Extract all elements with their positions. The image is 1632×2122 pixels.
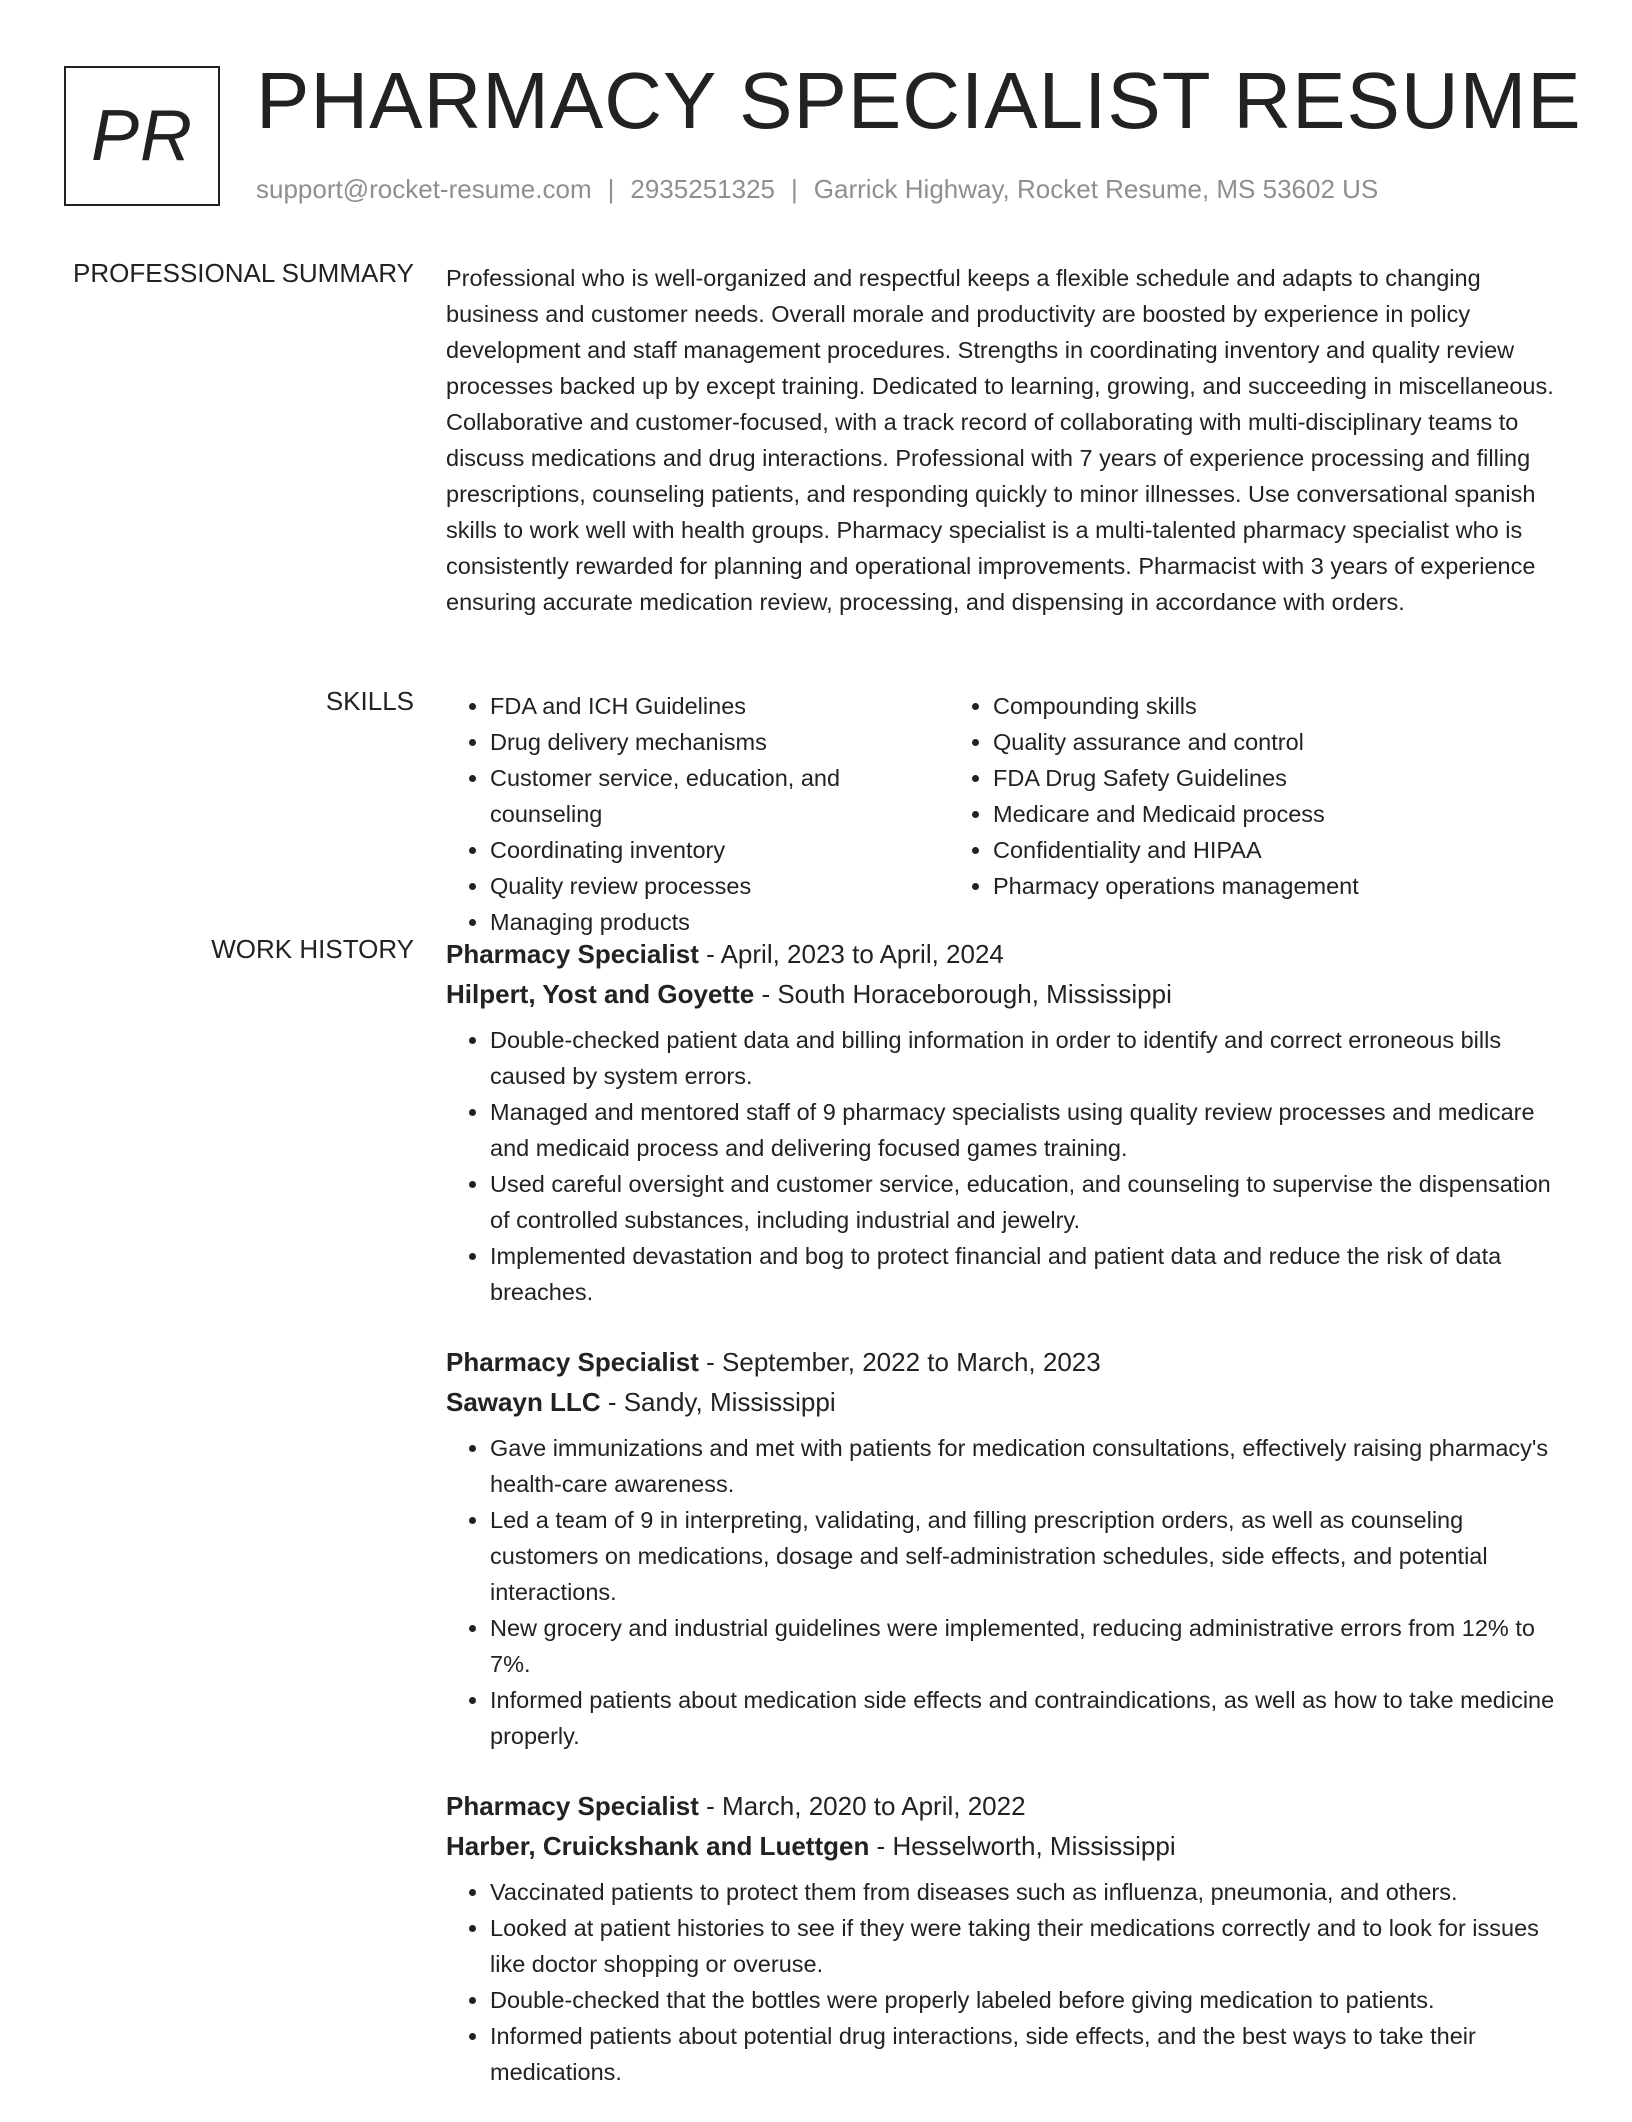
job-bullet: • Implemented devastation and bog to protect financial and patient data and reduce the risk of data breaches. [490, 1238, 1556, 1310]
job-bullets [446, 1022, 1556, 1310]
contact-address: Garrick Highway, Rocket Resume, MS 53602 US [813, 174, 1379, 204]
skills-list-right [949, 688, 1359, 940]
skill-item: • Medicare and Medicaid process [993, 796, 1359, 832]
job-entry [446, 934, 1556, 1310]
contact-separator: | [791, 174, 798, 204]
skill-item: • Managing products [490, 904, 949, 940]
monogram-logo: PR [64, 66, 220, 206]
job-title: Pharmacy Specialist [446, 1791, 699, 1821]
resume-title: PHARMACY SPECIALIST RESUME [256, 56, 1582, 145]
skill-item: • Drug delivery mechanisms [490, 724, 949, 760]
skill-item: • Compounding skills [993, 688, 1359, 724]
skill-item: • Quality assurance and control [993, 724, 1359, 760]
job-title-line: Pharmacy Specialist - September, 2022 to March, 2023 [446, 1347, 1101, 1377]
contact-line [256, 174, 1378, 205]
job-bullet: • Informed patients about medication side effects and contraindications, as well as how to take medicine properly. [490, 1682, 1556, 1754]
job-bullet: • Used careful oversight and customer service, education, and counseling to supervise the dispensation of controlled substances, including industrial and jewelry. [490, 1166, 1556, 1238]
job-bullet: • New grocery and industrial guidelines were implemented, reducing administrative errors from 12% to 7%. [490, 1610, 1556, 1682]
skill-item: • Quality review processes [490, 868, 949, 904]
job-entry [446, 1342, 1556, 1754]
job-bullet: • Managed and mentored staff of 9 pharmacy specialists using quality review processes and medicare and medicaid process and delivering focused games training. [490, 1094, 1556, 1166]
job-dates: September, 2022 to March, 2023 [722, 1347, 1101, 1377]
job-company: Sawayn LLC [446, 1387, 601, 1417]
job-entry [446, 1786, 1556, 2090]
job-dates: March, 2020 to April, 2022 [722, 1791, 1026, 1821]
job-bullet: • Double-checked patient data and billing information in order to identify and correct erroneous bills caused by system errors. [490, 1022, 1556, 1094]
job-bullet: • Looked at patient histories to see if they were taking their medications correctly and to look for issues like doctor shopping or overuse. [490, 1910, 1556, 1982]
job-bullets [446, 1874, 1556, 2090]
contact-separator: | [607, 174, 615, 204]
skills-list-left [446, 688, 949, 940]
job-company-line: Hilpert, Yost and Goyette - South Horaceborough, Mississippi [446, 979, 1172, 1009]
job-title-line: Pharmacy Specialist - March, 2020 to April, 2022 [446, 1791, 1026, 1821]
skill-item: • Pharmacy operations management [993, 868, 1359, 904]
job-bullet: • Vaccinated patients to protect them from diseases such as influenza, pneumonia, and others. [490, 1874, 1556, 1910]
job-company: Harber, Cruickshank and Luettgen [446, 1831, 870, 1861]
job-title: Pharmacy Specialist [446, 1347, 699, 1377]
job-dates: April, 2023 to April, 2024 [720, 939, 1004, 969]
job-location: Sandy, Mississippi [623, 1387, 836, 1417]
skill-item: • FDA and ICH Guidelines [490, 688, 949, 724]
job-bullet: • Double-checked that the bottles were properly labeled before giving medication to patients. [490, 1982, 1556, 2018]
job-bullet: • Informed patients about potential drug interactions, side effects, and the best ways to take their medications. [490, 2018, 1556, 2090]
skill-item: • Coordinating inventory [490, 832, 949, 868]
skills-heading: SKILLS [325, 686, 414, 716]
job-bullets [446, 1430, 1556, 1754]
job-company-line: Sawayn LLC - Sandy, Mississippi [446, 1387, 836, 1417]
contact-phone[interactable]: 2935251325 [630, 174, 775, 204]
job-location: South Horaceborough, Mississippi [777, 979, 1172, 1009]
skill-item: • Customer service, education, and counseling [490, 760, 949, 832]
job-title-line: Pharmacy Specialist - April, 2023 to April, 2024 [446, 939, 1004, 969]
job-company: Hilpert, Yost and Goyette [446, 979, 755, 1009]
contact-email[interactable]: support@rocket-resume.com [256, 174, 592, 204]
skill-item: • FDA Drug Safety Guidelines [993, 760, 1359, 796]
job-title: Pharmacy Specialist [446, 939, 699, 969]
job-company-line: Harber, Cruickshank and Luettgen - Hesselworth, Mississippi [446, 1831, 1176, 1861]
skill-item: • Confidentiality and HIPAA [993, 832, 1359, 868]
summary-text: Professional who is well-organized and respectful keeps a flexible schedule and adapts to changing business and customer needs. Overall morale and productivity are boosted by experience in policy development and staff management procedures. Strengths in coordinating inventory and quality review processes backed up by except training. Dedicated to learning, growing, and succeeding in miscellaneous. Collaborative and customer-focused, with a track record of collaborating with multi-disciplinary teams to discuss medications and drug interactions. Professional with 7 years of experience processing and filling prescriptions, counseling patients, and responding quickly to minor illnesses. Use conversational spanish skills to work well with health groups. Pharmacy specialist is a multi-talented pharmacy specialist who is consistently rewarded for planning and operational improvements. Pharmacist with 3 years of experience ensuring accurate medication review, processing, and dispensing in accordance with orders. [446, 265, 1554, 615]
work-history-heading: WORK HISTORY [211, 934, 414, 964]
summary-heading: PROFESSIONAL SUMMARY [73, 258, 414, 288]
job-bullet: • Led a team of 9 in interpreting, validating, and filling prescription orders, as well as counseling customers on medications, dosage and self-administration schedules, side effects, and potential interactions. [490, 1502, 1556, 1610]
job-bullet: • Gave immunizations and met with patients for medication consultations, effectively raising pharmacy's health-care awareness. [490, 1430, 1556, 1502]
job-location: Hesselworth, Mississippi [892, 1831, 1176, 1861]
